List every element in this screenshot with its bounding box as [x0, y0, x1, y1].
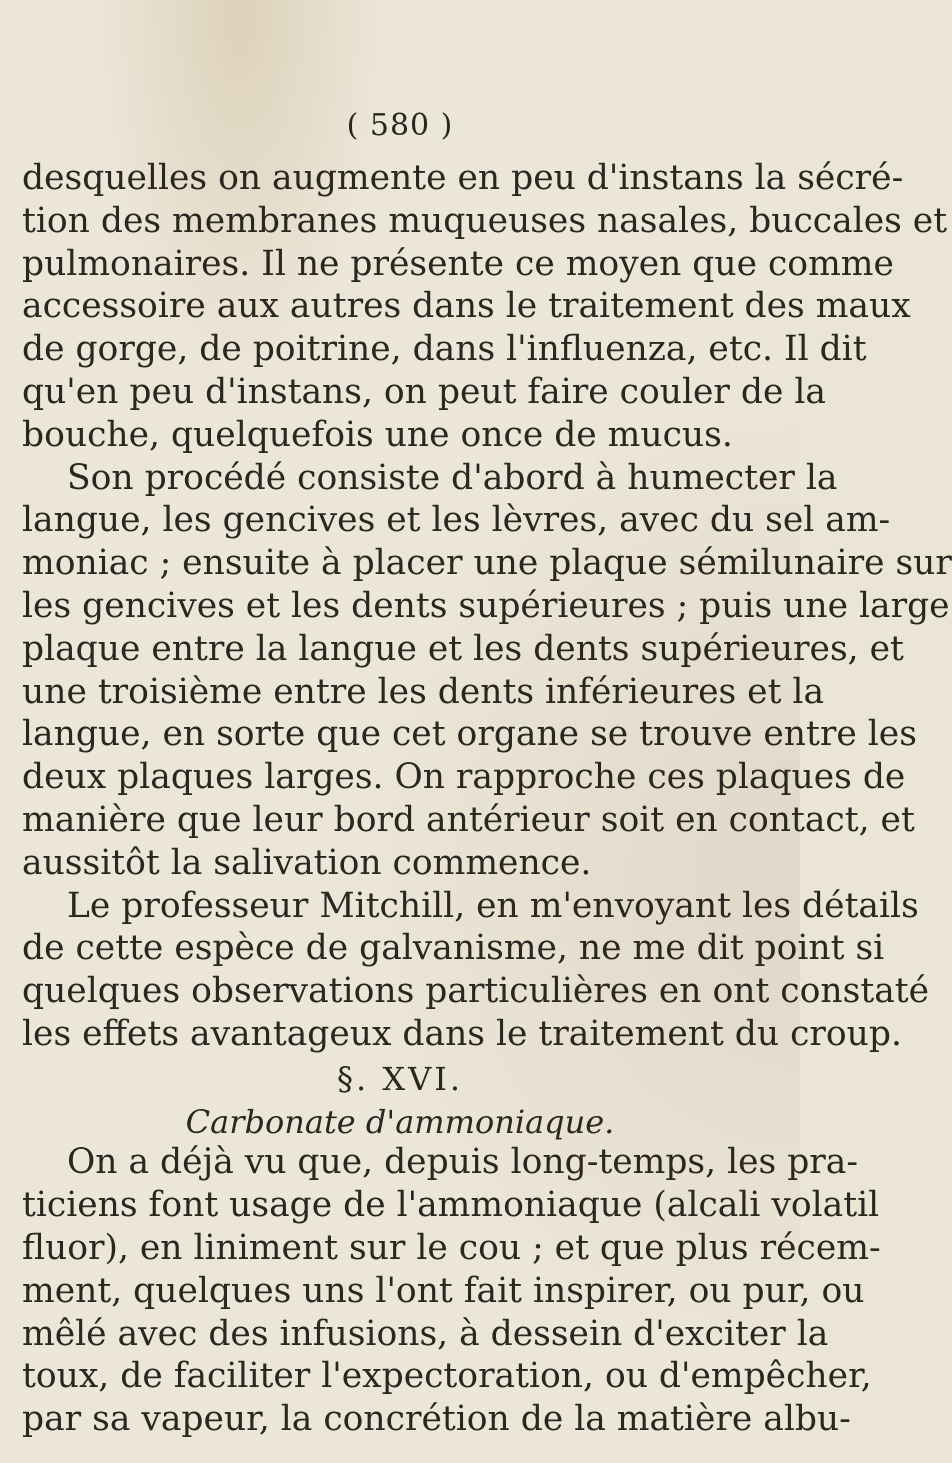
text-line: de cette espèce de galvanisme, ne me dit point si	[22, 928, 885, 969]
text-line: accessoire aux autres dans le traitement des maux	[22, 286, 911, 327]
text-line: quelques observations particulières en ont constaté	[22, 971, 930, 1012]
text-line: aussitôt la salivation commence.	[22, 842, 592, 883]
text-line: Son procédé consiste d'abord à humecter la	[67, 457, 838, 498]
section-subtitle: Carbonate d'ammoniaque.	[185, 1102, 615, 1141]
text-line: mêlé avec des infusions, à dessein d'exciter la	[22, 1313, 829, 1354]
text-line: toux, de faciliter l'expectoration, ou d'empêcher,	[22, 1356, 872, 1397]
text-line: ment, quelques uns l'ont fait inspirer, ou pur, ou	[22, 1270, 865, 1311]
text-line: On a déjà vu que, depuis long-temps, les pra-	[67, 1142, 858, 1183]
text-line: Le professeur Mitchill, en m'envoyant les détails	[67, 885, 919, 926]
text-line: ticiens font usage de l'ammoniaque (alcali volatil	[22, 1185, 880, 1226]
section-heading: §. XVI.	[336, 1059, 464, 1098]
text-line: langue, en sorte que cet organe se trouve entre les	[22, 714, 917, 755]
text-line: plaque entre la langue et les dents supérieures, et	[22, 628, 904, 669]
text-line: deux plaques larges. On rapproche ces plaques de	[22, 757, 906, 798]
paragraph-2	[22, 457, 952, 885]
text-line: qu'en peu d'instans, on peut faire couler de la	[22, 371, 826, 412]
text-line: par sa vapeur, la concrétion de la matière albu-	[22, 1399, 851, 1440]
text-line: desquelles on augmente en peu d'instans la sécré-	[22, 158, 904, 198]
text-line: tion des membranes muqueuses nasales, buccales et	[22, 200, 948, 241]
text-line: manière que leur bord antérieur soit en contact, et	[22, 799, 915, 840]
paragraph-4	[22, 1141, 881, 1441]
text-line: de gorge, de poitrine, dans l'influenza, etc. Il dit	[22, 329, 867, 370]
text-line: les gencives et les dents supérieures ; puis une large	[22, 585, 950, 626]
text-line: fluor), en liniment sur le cou ; et que plus récem-	[22, 1227, 881, 1268]
text-line: bouche, quelquefois une once de mucus.	[22, 414, 733, 455]
text-line: une troisième entre les dents inférieures et la	[22, 671, 825, 712]
paragraph-1	[22, 157, 948, 457]
paragraph-3	[22, 885, 930, 1056]
text-line: pulmonaires. Il ne présente ce moyen que comme	[22, 243, 894, 284]
text-line: les effets avantageux dans le traitement du croup.	[22, 1013, 902, 1054]
page-number: ( 580 )	[346, 108, 454, 143]
text-line: langue, les gencives et les lèvres, avec du sel am-	[22, 500, 891, 541]
text-line: moniac ; ensuite à placer une plaque sémilunaire sur	[22, 543, 952, 584]
